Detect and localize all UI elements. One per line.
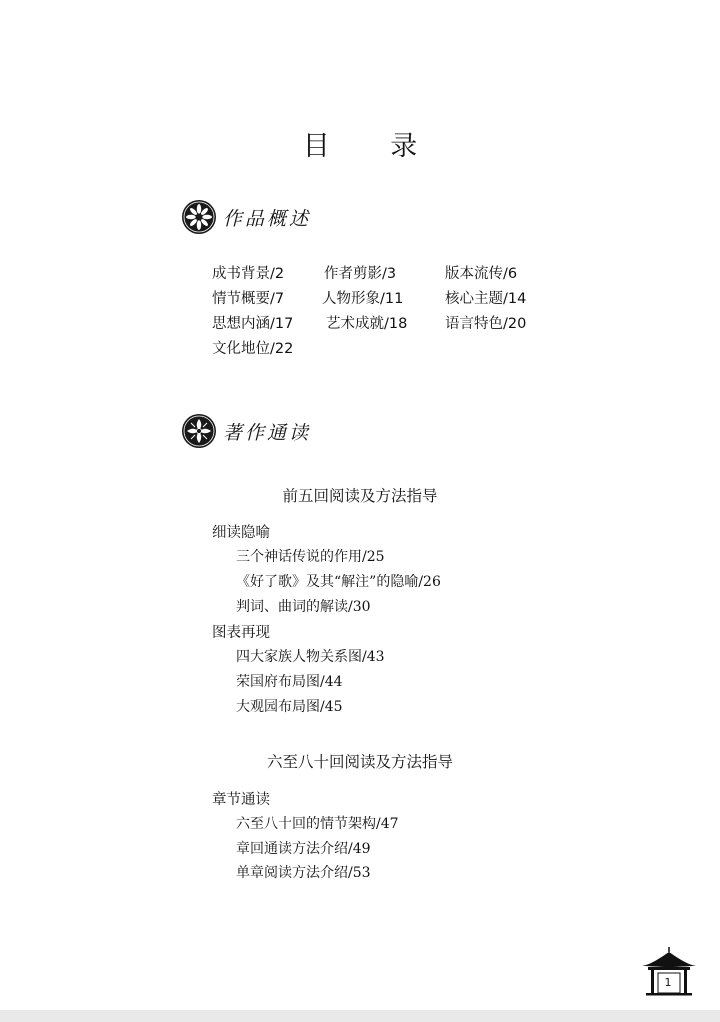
toc-entry[interactable]: 作者剪影/3 [324,266,397,282]
toc-entry[interactable]: 四大家族人物关系图/43 [236,649,385,665]
toc-entry[interactable]: 人物形象/11 [322,291,404,307]
toc-entry[interactable]: 判词、曲词的解读/30 [236,599,371,615]
section-header-reading [181,413,311,449]
toc-entry[interactable]: 六至八十回的情节架构/47 [236,816,399,832]
toc-entry[interactable]: 艺术成就/18 [326,316,408,332]
page-title: 目 录 [302,131,444,162]
toc-entry[interactable]: 三个神话传说的作用/25 [236,549,385,565]
toc-entry[interactable]: 思想内涵/17 [212,316,294,332]
section-label: 著作通读 [223,421,312,444]
part-heading: 前五回阅读及方法指导 [282,487,438,505]
toc-entry[interactable]: 核心主题/14 [445,291,527,307]
page-number: 1 [664,976,672,989]
group-title: 细读隐喻 [212,525,270,541]
section-label: 作品概述 [223,207,312,230]
toc-entry[interactable]: 章回通读方法介绍/49 [236,841,371,857]
toc-entry[interactable]: 大观园布局图/45 [236,699,343,715]
section-header-overview [181,199,311,235]
toc-entry[interactable]: 情节概要/7 [212,291,285,307]
group-title: 图表再现 [212,625,270,641]
toc-entry[interactable]: 语言特色/20 [445,316,527,332]
flower-emblem-icon [181,413,217,449]
chrysanthemum-emblem-icon [181,199,217,235]
bottom-strip [0,1010,720,1022]
toc-entry[interactable]: 文化地位/22 [212,341,294,357]
group-title: 章节通读 [212,792,270,808]
toc-entry[interactable]: 版本流传/6 [445,266,518,282]
toc-entry[interactable]: 单章阅读方法介绍/53 [236,865,371,881]
part-heading: 六至八十回阅读及方法指导 [266,753,453,771]
toc-entry[interactable]: 《好了歌》及其“解注”的隐喻/26 [236,574,441,590]
toc-entry[interactable]: 成书背景/2 [212,266,285,282]
toc-entry[interactable]: 荣国府布局图/44 [236,674,343,690]
